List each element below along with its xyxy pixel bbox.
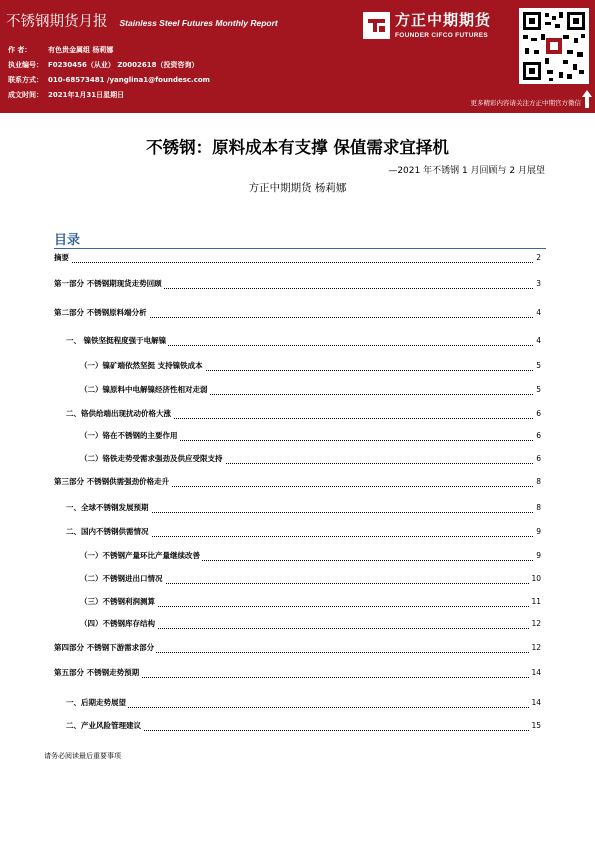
logo-text-cn: 方正中期期货: [395, 11, 492, 29]
toc-entry[interactable]: [54, 334, 541, 348]
toc-leader-dots: [54, 261, 533, 263]
toc-entry-label: 二、国内不锈钢供需情况: [66, 525, 151, 539]
toc-entry-page: 6: [534, 429, 541, 443]
toc-entry-label: 一、后期走势展望: [66, 696, 128, 710]
report-name: [6, 10, 278, 31]
toc-entry-label: （二）不锈钢进出口情况: [80, 572, 165, 586]
toc-entry-page: 5: [534, 359, 541, 373]
toc-entry-page: 10: [529, 572, 541, 586]
toc-entry[interactable]: [54, 306, 541, 320]
toc-entry-page: 11: [529, 595, 541, 609]
meta-author: 作 者： 有色贵金属组 杨莉娜: [8, 46, 114, 54]
qr-code-icon[interactable]: [519, 8, 589, 84]
toc-entry-label: （一）镍矿端依然坚挺 支持镍铁成本: [80, 359, 205, 373]
toc-entry-page: 14: [529, 696, 541, 710]
document-author: 方正中期期货 杨莉娜: [248, 182, 347, 194]
report-name-cn: 不锈钢期货月报: [6, 14, 108, 30]
meta-contact: 联系方式： 010-68573481 /yanglina1@foundesc.com: [8, 76, 210, 84]
toc-entry-page: 8: [534, 475, 541, 489]
toc-entry[interactable]: [54, 277, 541, 291]
toc-entry[interactable]: [54, 719, 541, 733]
toc-entry-page: 8: [534, 501, 541, 515]
toc-entry-page: 9: [534, 525, 541, 539]
toc-entry[interactable]: [54, 251, 541, 265]
report-header: [0, 0, 595, 113]
toc-entry[interactable]: [54, 383, 541, 397]
logo-text-en: FOUNDER CIFCO FUTURES: [395, 32, 488, 39]
toc-entry[interactable]: [54, 501, 541, 515]
toc-entry-label: 一、全球不锈钢发展预期: [66, 501, 151, 515]
toc-entry-page: 12: [529, 641, 541, 655]
toc-entry-label: 一、 镍铁坚挺程度强于电解镍: [66, 334, 168, 348]
toc-entry-page: 2: [534, 251, 541, 265]
toc-entry-page: 5: [534, 383, 541, 397]
report-name-en: Stainless Steel Futures Monthly Report: [119, 18, 278, 28]
toc-entry[interactable]: [54, 475, 541, 489]
toc-divider: [54, 248, 546, 249]
toc-entry[interactable]: [54, 407, 541, 421]
toc-entry[interactable]: [54, 359, 541, 373]
toc-entry-page: 15: [529, 719, 541, 733]
toc-entry[interactable]: [54, 572, 541, 586]
toc-entry[interactable]: [54, 696, 541, 710]
toc-leader-dots: [66, 706, 533, 708]
toc-entry-label: （二）铬铁走势受需求强劲及供应受限支持: [80, 452, 225, 466]
toc-entry-page: 6: [534, 407, 541, 421]
toc-entry[interactable]: [54, 666, 541, 680]
toc-entry-label: 第三部分 不锈钢供需强劲价格走升: [54, 475, 171, 489]
toc-entry[interactable]: [54, 641, 541, 655]
author-meta: [8, 43, 210, 103]
meta-license: 执业编号： F0230456（从业） Z0002618（投资咨询）: [8, 61, 199, 69]
toc-entry-label: 二、产业风险管理建议: [66, 719, 143, 733]
toc-entry-label: 第四部分 不锈钢下游需求部分: [54, 641, 156, 655]
toc-entry-label: 摘要: [54, 251, 71, 265]
toc-entry-label: （四）不锈钢库存结构: [80, 617, 157, 631]
toc-entry-page: 14: [529, 666, 541, 680]
toc-entry[interactable]: [54, 549, 541, 563]
toc-entry-page: 6: [534, 452, 541, 466]
toc-entry-page: 12: [529, 617, 541, 631]
toc-entry[interactable]: [54, 429, 541, 443]
toc-entry[interactable]: [54, 595, 541, 609]
toc-entry-label: 第二部分 不锈钢原料端分析: [54, 306, 149, 320]
toc-entry-label: （二）镍原料中电解镍经济性相对走弱: [80, 383, 210, 397]
toc-entry-label: 第一部分 不锈钢期现货走势回顾: [54, 277, 164, 291]
document-title: 不锈钢：原料成本有支撑 保值需求宜择机: [146, 138, 449, 157]
toc-entry-page: 9: [534, 549, 541, 563]
toc-entry[interactable]: [54, 525, 541, 539]
meta-date: 成文时间： 2021年1月31日星期日: [8, 91, 125, 99]
toc-entry-label: 第五部分 不锈钢走势预期: [54, 666, 141, 680]
toc-entry-label: 二、铬供给端出现扰动价格大涨: [66, 407, 173, 421]
document-subtitle: —2021 年不锈钢 1 月回顾与 2 月展望: [388, 166, 545, 176]
toc-entry-label: （三）不锈钢利润测算: [80, 595, 157, 609]
founder-logo-icon: [363, 12, 390, 39]
company-logo: [363, 12, 491, 39]
toc-entry[interactable]: [54, 452, 541, 466]
toc-entry-page: 3: [534, 277, 541, 291]
toc-heading: 目录: [54, 233, 81, 248]
follow-wechat-text: 更多精彩内容请关注方正中期官方微信: [470, 99, 581, 107]
toc-entry-page: 4: [534, 334, 541, 348]
footer-note: 请务必阅读最后重要事项: [44, 752, 121, 760]
toc-entry-label: （一）不锈钢产量环比产量继续改善: [80, 549, 202, 563]
toc-entry-page: 4: [534, 306, 541, 320]
arrow-up-icon: [582, 90, 592, 108]
toc-entry-label: （一）铬在不锈钢的主要作用: [80, 429, 180, 443]
toc-entry[interactable]: [54, 617, 541, 631]
